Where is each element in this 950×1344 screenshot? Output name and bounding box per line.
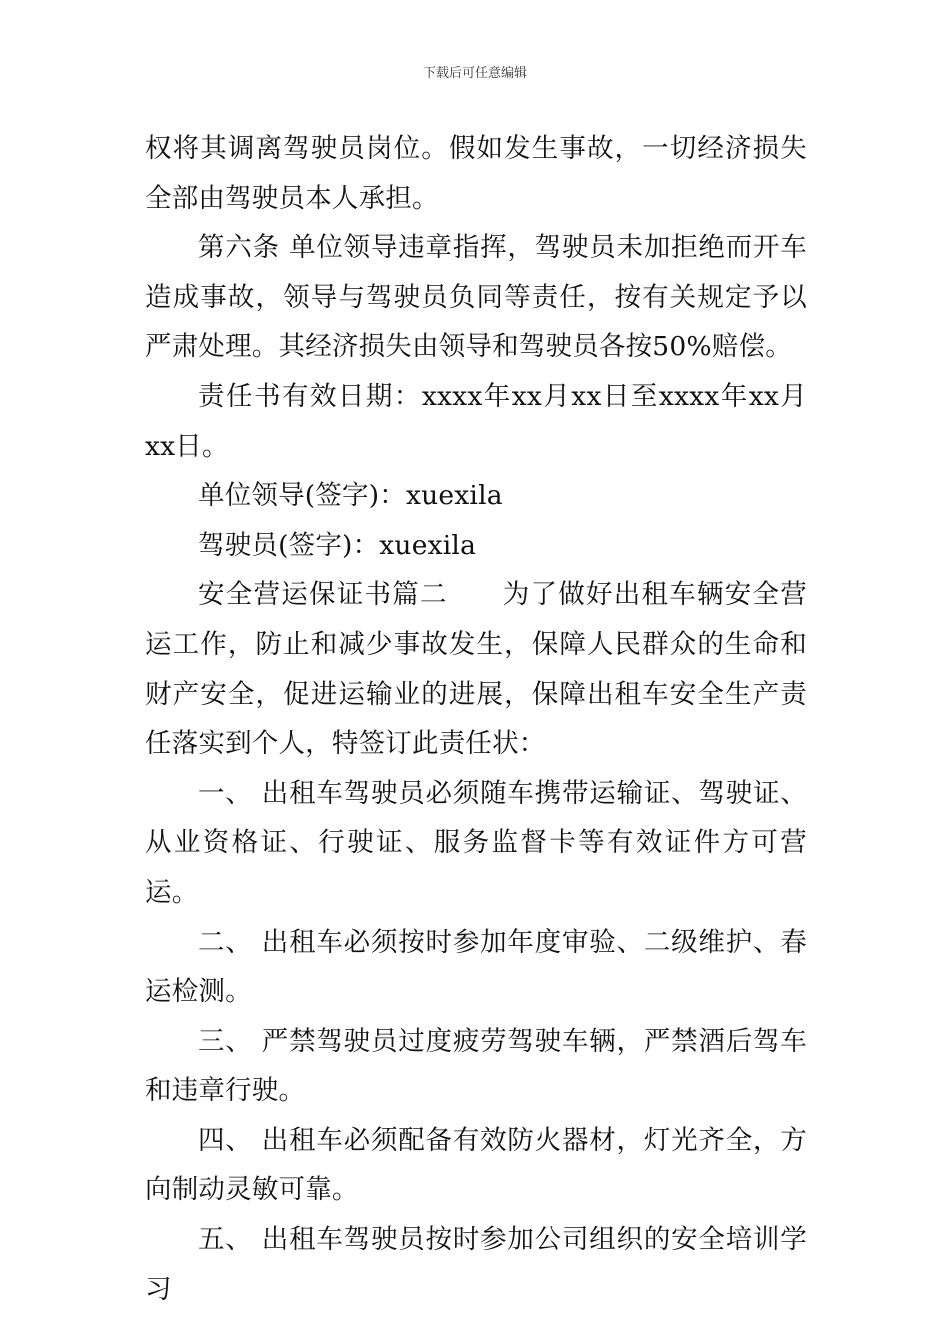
paragraph-item-one: 一、 出租车驾驶员必须随车携带运输证、驾驶证、从业资格证、行驶证、服务监督卡等有效证件方可营运。 bbox=[145, 777, 807, 908]
document-body bbox=[145, 124, 807, 1314]
paragraph-driver-signature: 驾驶员(签字)：xuexila bbox=[198, 529, 477, 561]
paragraph-validity-period: 责任书有效日期：xxxx年xx月xx日至xxxx年xx月xx日。 bbox=[145, 380, 807, 462]
paragraph-item-two: 二、 出租车必须按时参加年度审验、二级维护、春运检测。 bbox=[145, 926, 807, 1008]
paragraph-continuation: 权将其调离驾驶员岗位。假如发生事故，一切经济损失全部由驾驶员本人承担。 bbox=[145, 133, 807, 214]
paragraph-item-three: 三、 严禁驾驶员过度疲劳驾驶车辆，严禁酒后驾车和违章行驶。 bbox=[145, 1025, 807, 1107]
paragraph-leader-signature: 单位领导(签字)：xuexila bbox=[198, 480, 503, 512]
section-intro-text: 为了做好出租车辆安全营运工作，防止和减少事故发生，保障人民群众的生命和财产安全，促进运输业的进展，保障出租车安全生产责任落实到个人，特签订此责任状： bbox=[145, 579, 807, 760]
paragraph-item-five: 五、 出租车驾驶员按时参加公司组织的安全培训学习 bbox=[145, 1224, 807, 1305]
page-header: 下载后可任意编辑 bbox=[422, 66, 527, 81]
paragraph-article-six: 第六条 单位领导违章指挥，驾驶员未加拒绝而开车造成事故，领导与驾驶员负同等责任，按有关规定予以严肃处理。其经济损失由领导和驾驶员各按50%赔偿。 bbox=[145, 232, 807, 363]
paragraph-item-four: 四、 出租车必须配备有效防火器材，灯光齐全，方向制动灵敏可靠。 bbox=[145, 1124, 807, 1206]
paragraph-guarantee-intro bbox=[145, 570, 807, 768]
section-title: 安全营运保证书篇二 bbox=[198, 579, 448, 611]
